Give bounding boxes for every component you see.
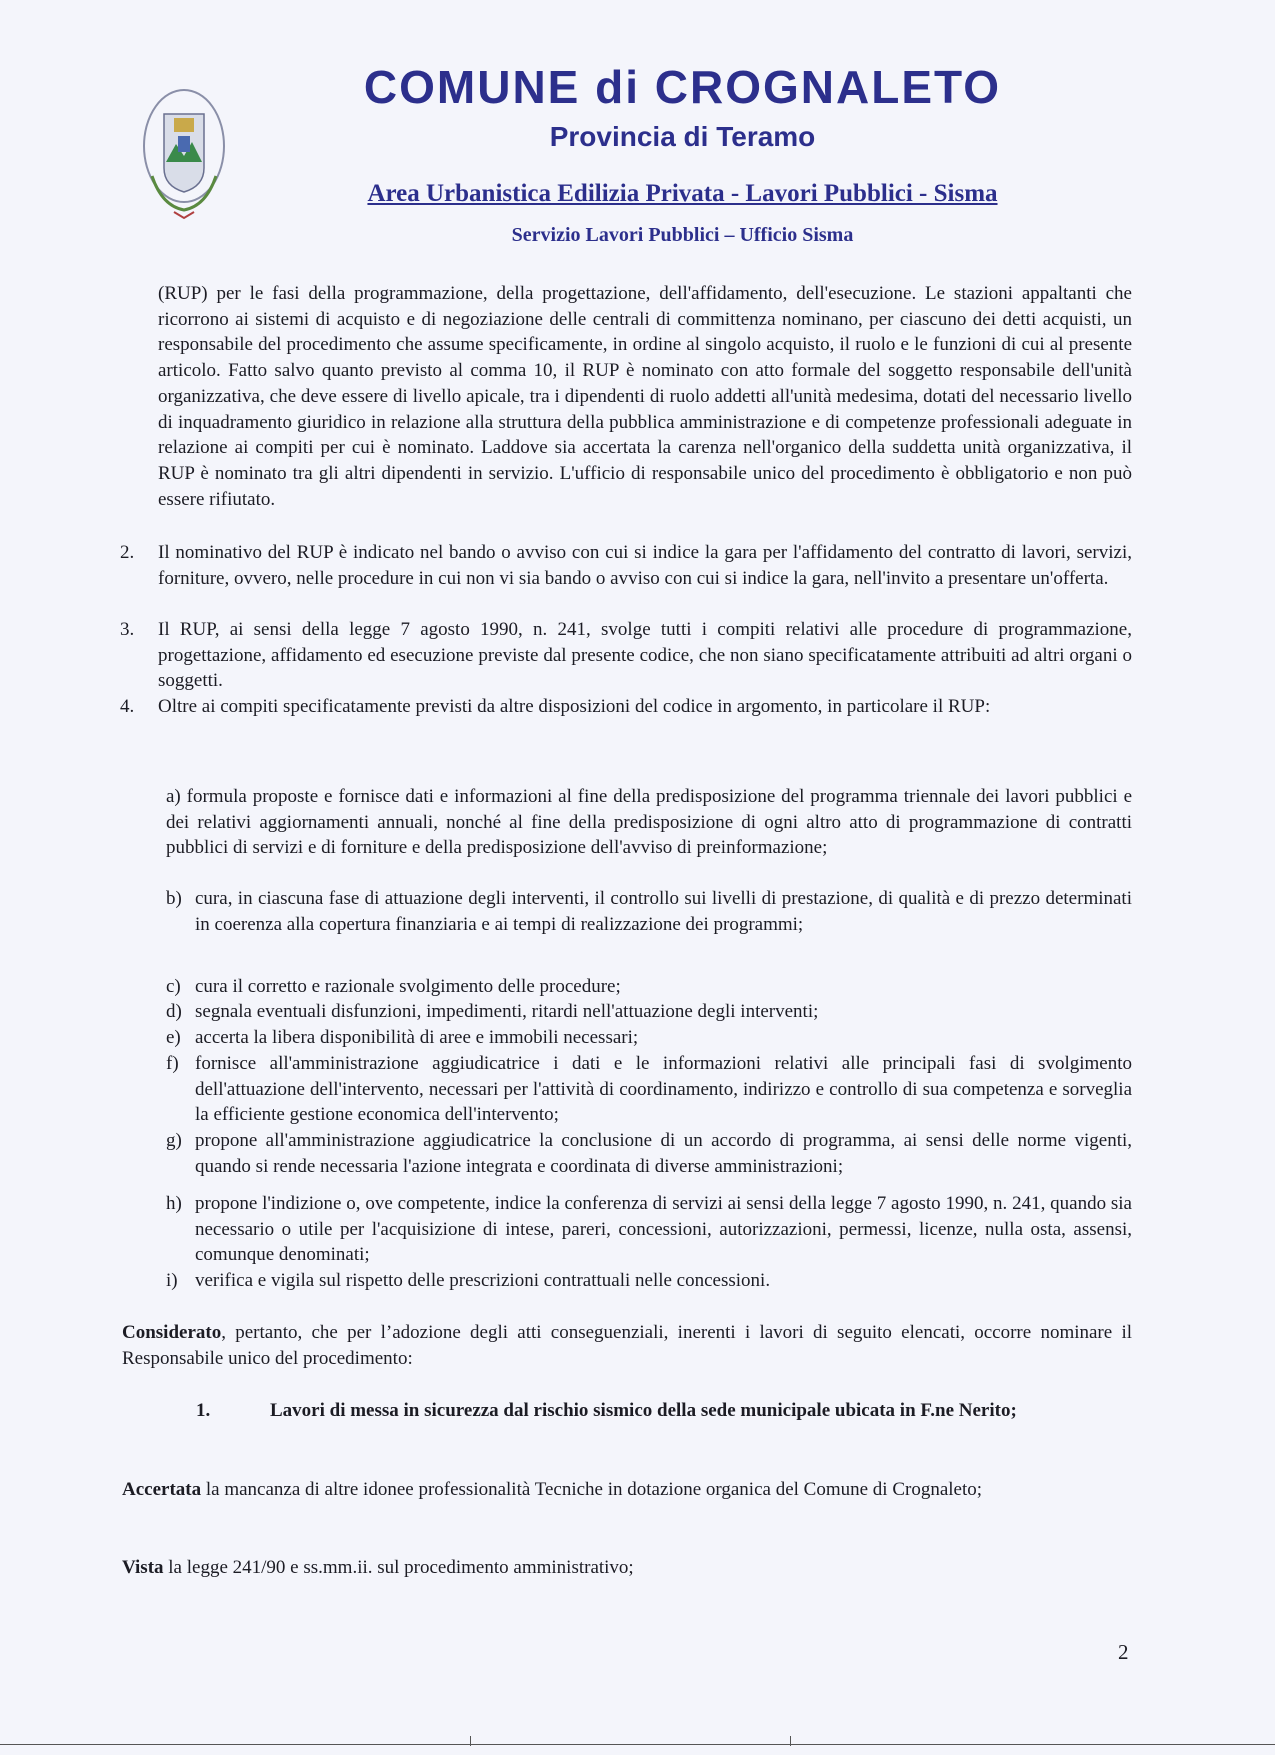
scan-edge-tick [790,1736,791,1746]
item-letter: d) [166,1001,182,1022]
letter-item [166,1268,1132,1294]
continuation-paragraph: (RUP) per le fasi della programmazione, della progettazione, dell'affidamento, dell'esecuzione. Le stazioni appaltanti che ricorrono ai sistemi di acquisto e di negoziazione delle centrali di committenza nominano, per ciascuno dei detti acquisti, un responsabile del procedimento che assume specificamente, in ordine al singolo acquisto, il ruolo e le funzioni di cui al presente articolo. Fatto salvo quanto previsto al comma 10, il RUP è nominato con atto formale del soggetto responsabile dell'unità organizzativa, che deve essere di livello apicale, tra i dipendenti di ruolo addetti all'unità medesima, dotati del necessario livello di inquadramento giuridico in relazione alla struttura della pubblica amministrazione e di competenze professionali adeguate in relazione ai compiti per cui è nominato. Laddove sia accertata la carenza nell'organico della suddetta unità organizzativa, il RUP è nominato tra gli altri dipendenti in servizio. L'ufficio di responsabile unico del procedimento è obbligatorio e non può essere rifiutato. [158,283,1132,510]
letter-item [166,999,1132,1025]
item-text: Il RUP, ai sensi della legge 7 agosto 1990, n. 241, svolge tutti i compiti relativi alle procedure di programmazione, progettazione, affidamento ed esecuzione previste dal presente codice, che non siano specificatamente attribuiti ad altri organi o soggetti. [158,619,1132,692]
work-item [196,1398,1132,1424]
letter-item [166,974,1132,1000]
item-number: 3. [120,619,135,640]
numbered-item [120,540,1132,591]
item-text: cura il corretto e razionale svolgimento delle procedure; [195,976,621,997]
item-text: accerta la libera disponibilità di aree e immobili necessari; [195,1027,639,1048]
accertata-text: la mancanza di altre idonee professionalità Tecniche in dotazione organica del Comune di Crognaleto; [201,1479,983,1500]
item-text: fornisce all'amministrazione aggiudicatrice i dati e le informazioni relativi alle principali fasi di svolgimento dell'attuazione dell'intervento, necessari per l'attività di coordinamento, indirizzo e controllo di sua competenza e sorveglia la efficiente gestione economica dell'intervento; [195,1053,1132,1126]
vista-text: la legge 241/90 e ss.mm.ii. sul procedimento amministrativo; [163,1557,634,1578]
letter-item [166,1051,1132,1128]
municipality-title: COMUNE di CROGNALETO [363,61,1002,113]
letter-item [166,1128,1132,1179]
item-text: cura, in ciascuna fase di attuazione degli interventi, il controllo sui livelli di prestazione, di qualità e di prezzo determinati in coerenza alla copertura finanziaria e ai tempi di realizzazione dei programmi; [195,888,1132,935]
letter-item-a: a) formula proposte e fornisce dati e informazioni al fine della predisposizione del programma triennale dei lavori pubblici e dei relativi aggiornamenti annuali, nonché al fine della predisposizione di ogni altro atto di programmazione di contratti pubblici di servizi e di forniture e della predisposizione dell'avviso di preinformazione; [166,786,1132,859]
vista-paragraph [122,1555,1132,1581]
item-text: verifica e vigila sul rispetto delle prescrizioni contrattuali nelle concessioni. [195,1270,771,1291]
scan-edge-line [0,1744,1275,1745]
item-text: propone all'amministrazione aggiudicatrice la conclusione di un accordo di programma, ai sensi delle norme vigenti, quando si rende necessaria l'azione integrata e coordinata di diverse amministrazioni; [195,1130,1132,1177]
item-text: Oltre ai compiti specificatamente previsti da altre disposizioni del codice in argomento, in particolare il RUP: [158,696,991,717]
item-number: 2. [120,542,135,563]
letter-item [166,1191,1132,1268]
numbered-item [120,617,1132,694]
considerato-lead: Considerato [122,1322,222,1343]
letter-item [166,886,1132,937]
item-letter: b) [166,888,182,909]
scan-edge-tick [470,1736,471,1746]
item-letter: i) [166,1270,178,1291]
province-subtitle: Provincia di Teramo [549,121,816,152]
item-text: Il nominativo del RUP è indicato nel bando o avviso con cui si indice la gara per l'affidamento del contratto di lavori, servizi, forniture, ovvero, nelle procedure in cui non vi sia bando o avviso con cui si indice la gara, nell'invito a presentare un'offerta. [158,542,1132,589]
page-number: 2 [1118,1640,1129,1664]
vista-lead: Vista [122,1557,164,1578]
service-heading: Servizio Lavori Pubblici – Ufficio Sisma [511,224,854,246]
item-text: segnala eventuali disfunzioni, impedimenti, ritardi nell'attuazione degli interventi; [195,1001,819,1022]
work-text: Lavori di messa in sicurezza dal rischio sismico della sede municipale ubicata in F.ne Nerito; [270,1400,1017,1421]
accertata-lead: Accertata [122,1479,202,1500]
item-letter: c) [166,976,181,997]
item-letter: h) [166,1193,182,1214]
work-number: 1. [196,1400,211,1421]
considerato-text: , pertanto, che per l’adozione degli atti conseguenziali, inerenti i lavori di seguito elencati, occorre nominare il Responsabile unico del procedimento: [122,1322,1132,1369]
item-text: propone l'indizione o, ove competente, indice la conferenza di servizi ai sensi della legge 7 agosto 1990, n. 241, quando sia necessario o utile per l'acquisizione di intese, pareri, concessioni, autorizzazioni, permessi, licenze, nulla osta, assensi, comunque denominati; [195,1193,1132,1266]
accertata-paragraph [122,1477,1132,1503]
numbered-item [120,694,1132,720]
item-number: 4. [120,696,135,717]
department-heading: Area Urbanistica Edilizia Privata - Lavori Pubblici - Sisma [367,180,998,207]
item-letter: g) [166,1130,182,1151]
item-letter: f) [166,1053,179,1074]
item-letter: e) [166,1027,181,1048]
considerato-paragraph [122,1320,1132,1371]
letter-item [166,1025,1132,1051]
